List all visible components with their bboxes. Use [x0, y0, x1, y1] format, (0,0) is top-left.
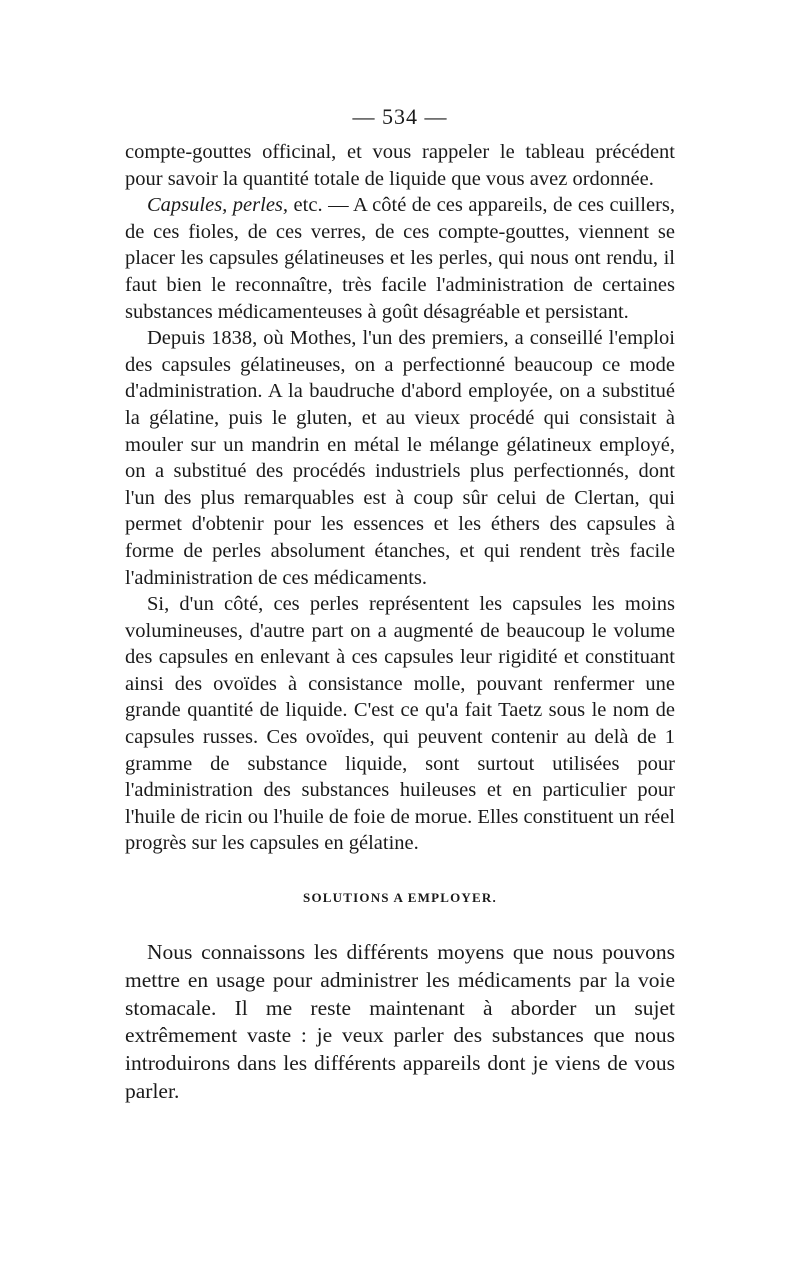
paragraph-capsules-text: etc. — A côté de ces appareils, de ces cuillers, de ces fioles, de ces verres, de ces compte-gouttes, viennent se placer les capsules gélatineuses et les perles, qui nous ont rendu, il faut bien le reconnaître, très facile l'administration de certaines substances médicamenteuses à goût désagréable et persistant.	[125, 194, 675, 323]
page-number: — 534 —	[352, 104, 448, 129]
paragraph-history: Depuis 1838, où Mothes, l'un des premiers, a conseillé l'emploi des capsules gélatineuses, on a perfectionné beaucoup ce mode d'administration. A la baudruche d'abord employée, on a substitué la gélatine, puis le gluten, et au vieux procédé qui consistait à mouler sur un mandrin en métal le mélange gélatineux employé, on a substitué des procédés industriels plus perfectionnés, dont l'un des plus remarquables est à coup sûr celui de Clertan, qui permet d'obtenir pour les essences et les éthers des capsules à forme de perles absolument étanches, et qui rendent très facile l'administration de ces médicaments.	[125, 327, 675, 589]
paragraph-lead-title: Capsules, perles,	[147, 194, 289, 217]
paragraph-continuation: compte-gouttes officinal, et vous rappeler le tableau précédent pour savoir la quantité totale de liquide que vous avez ordonnée.	[125, 141, 675, 190]
paragraph-capsules	[125, 192, 675, 325]
paragraph-russian-capsules: Si, d'un côté, ces perles représentent les capsules les moins volumineuses, d'autre part on a augmenté de beaucoup le volume des capsules en enlevant à ces capsules leur rigidité et constituant ainsi des ovoïdes à consistance molle, pouvant renfermer une grande quantité de liquide. C'est ce qu'a fait Taetz sous le nom de capsules russes. Ces ovoïdes, qui peuvent contenir au delà de 1 gramme de substance liquide, sont surtout utilisées pour l'administration des substances huileuses et en particulier pour l'huile de ricin ou l'huile de foie de morue. Elles constituent un réel progrès sur les capsules en gélatine.	[125, 593, 675, 855]
paragraph-solutions: Nous connaissons les différents moyens que nous pouvons mettre en usage pour administrer les médicaments par la voie stomacale. Il me reste maintenant à aborder un sujet extrêmement vaste : je veux parler des substances que nous introduirons dans les différents appareils dont je viens de vous parler.	[125, 940, 675, 1104]
section-heading: SOLUTIONS A EMPLOYER.	[303, 890, 497, 906]
book-page	[125, 103, 675, 1106]
